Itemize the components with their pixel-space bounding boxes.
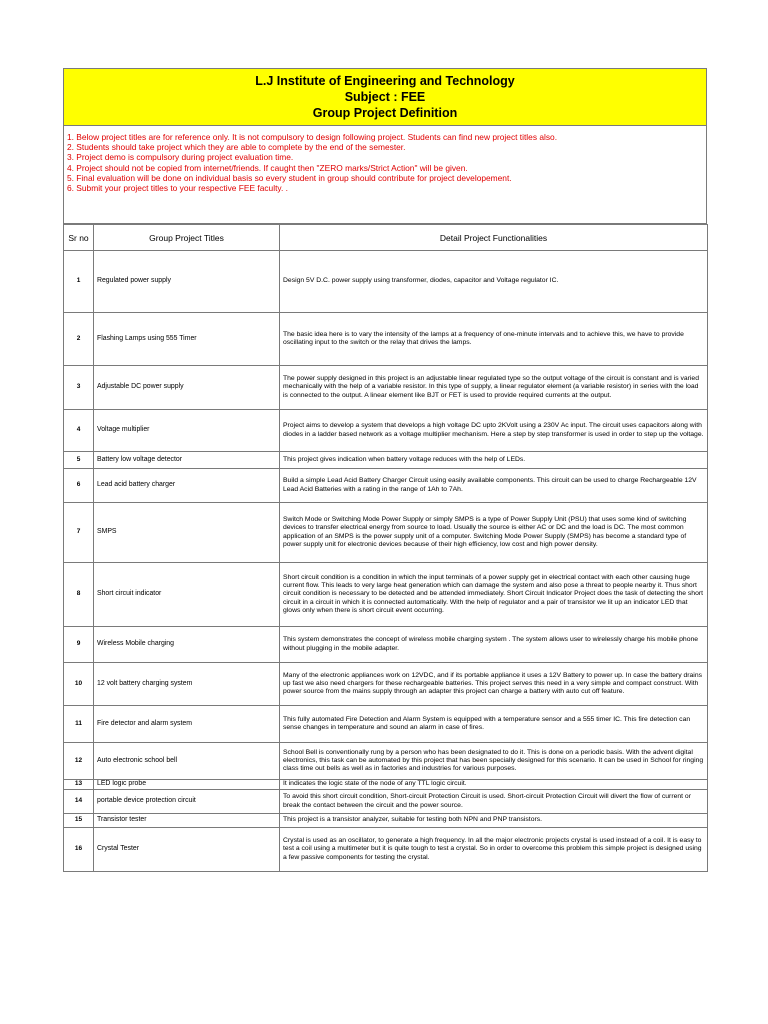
title-cell[interactable]: 12 volt battery charging system: [94, 663, 280, 706]
sr-cell[interactable]: 16: [64, 828, 94, 872]
detail-cell[interactable]: This fully automated Fire Detection and Alarm System is equipped with a temperature sensor and a 555 timer IC. This fire detection can sense changes in temperature and sound an alarm in case of fires.: [280, 706, 708, 743]
detail-cell[interactable]: Project aims to develop a system that develops a high voltage DC upto 2KVolt using a 230V Ac input. The circuit uses capacitors along with diodes in a ladder based network as a voltage multiplier mechanism. Here a step by step transformer is used in order to step up the voltage.: [280, 410, 708, 452]
detail-cell[interactable]: School Bell is conventionally rung by a person who has been designated to do it. This is done on a periodic basis. With the advent digital electronics, this task can be automated by this project that has been specially designed for this scenario. It can be used in School for ringing class time out bells as well as in factories and industries for various purposes.: [280, 743, 708, 780]
detail-cell[interactable]: Build a simple Lead Acid Battery Charger Circuit using easily available components. This circuit can be used to charge Rechargeable 12V Lead Acid Batteries with a rating in the range of 1Ah to 7Ah.: [280, 469, 708, 503]
sr-cell[interactable]: 13: [64, 780, 94, 790]
detail-cell[interactable]: Design 5V D.C. power supply using transformer, diodes, capacitor and Voltage regulator IC.: [280, 251, 708, 313]
title-cell[interactable]: Adjustable DC power supply: [94, 366, 280, 410]
header-banner: [63, 68, 707, 126]
table-row: [64, 313, 708, 366]
detail-cell[interactable]: The basic idea here is to vary the intensity of the lamps at a frequency of one-minute intervals and to achieve this, we have to provide oscillating input to the switch or the relay that drives the lamps.: [280, 313, 708, 366]
title-cell[interactable]: Crystal Tester: [94, 828, 280, 872]
detail-cell[interactable]: Crystal is used as an oscillator, to generate a high frequency. In all the major electronic projects crystal is used instead of a coil. It is easy to test a coil using a multimeter but it is quite tough to test a crystal. So in order to overcome this problem this simple project is designed using a few passive components for testing the crystal.: [280, 828, 708, 872]
table-row: [64, 706, 708, 743]
table-row: [64, 663, 708, 706]
title-cell[interactable]: Wireless Mobile charging: [94, 627, 280, 663]
table-row: [64, 366, 708, 410]
table-row: [64, 828, 708, 872]
detail-cell[interactable]: It indicates the logic state of the node of any TTL logic circuit.: [280, 780, 708, 790]
spreadsheet-sheet: [63, 68, 707, 872]
sr-cell[interactable]: 4: [64, 410, 94, 452]
detail-cell[interactable]: Switch Mode or Switching Mode Power Supply or simply SMPS is a type of Power Supply Unit (PSU) that uses some kind of switching devices to transfer electrical energy from source to load. Usually the source is either AC or DC and the load is DC. The most common application of an SMPS is the power supply unit of a computer. Switching Mode Power Supply (SMPS) has become a standard type of power supply unit for electronic devices because of their high efficiency, low cost and high power density.: [280, 503, 708, 563]
detail-cell[interactable]: Many of the electronic appliances work on 12VDC, and if its portable appliance it uses a 12V Battery to power up. In case the battery drains up fast we also need chargers for these rechargeable batteries. This project serves this need in a very simple and compact construct. With power source from the mains supply through an adapter this project can charge a battery with auto cut off feature.: [280, 663, 708, 706]
sr-cell[interactable]: 11: [64, 706, 94, 743]
title-cell[interactable]: SMPS: [94, 503, 280, 563]
sr-cell[interactable]: 6: [64, 469, 94, 503]
detail-cell[interactable]: The power supply designed in this project is an adjustable linear regulated type so the output voltage of the circuit is constant and is varied mechanically with the help of a variable resistor. In this type of supply, a linear regulator element (a variable resistor) in series with the load is connected to the output. A linear element like BJT or FET is used to provide required currents at the output.: [280, 366, 708, 410]
instruction-item: 3. Project demo is compulsory during project evaluation time.: [67, 152, 294, 163]
sr-cell[interactable]: 7: [64, 503, 94, 563]
instruction-item: 4. Project should not be copied from internet/friends. If caught then "ZERO marks/Strict Action" will be given.: [67, 162, 468, 173]
project-table: [63, 224, 708, 872]
title-cell[interactable]: Short circuit indicator: [94, 563, 280, 627]
sr-cell[interactable]: 1: [64, 251, 94, 313]
sr-cell[interactable]: 5: [64, 452, 94, 469]
instruction-item: 2. Students should take project which they are able to complete by the end of the semester.: [67, 142, 406, 153]
title-cell[interactable]: Lead acid battery charger: [94, 469, 280, 503]
table-row: [64, 469, 708, 503]
table-row: [64, 410, 708, 452]
column-header-detail[interactable]: Detail Project Functionalities: [280, 225, 708, 251]
sr-cell[interactable]: 10: [64, 663, 94, 706]
sr-cell[interactable]: 15: [64, 814, 94, 828]
detail-cell[interactable]: Short circuit condition is a condition in which the input terminals of a power supply get in electrical contact with each other causing huge current flow. This leads to very large heat generation which can damage the system and also pose a threat to people nearby it. Thus short circuit condition is necessary to be detected and be attended immediately. Short Circuit Indicator Project does the task of detecting the short circuit in a circuit in which it is connected automatically. With the help of regulator and a pair of transistor we lit up an indicator LED that glows only when there is short circuit event occurring.: [280, 563, 708, 627]
detail-cell[interactable]: This project is a transistor analyzer, suitable for testing both NPN and PNP transistors.: [280, 814, 708, 828]
instruction-item: 5. Final evaluation will be done on individual basis so every student in group should contribute for project developement.: [67, 172, 512, 183]
detail-cell[interactable]: To avoid this short circuit condition, Short-circuit Protection Circuit is used. Short-circuit Protection Circuit will divert the flow of current or break the contact between the circuit and the power source.: [280, 790, 708, 814]
table-row: [64, 503, 708, 563]
title-cell[interactable]: Fire detector and alarm system: [94, 706, 280, 743]
table-row: [64, 251, 708, 313]
table-row: [64, 743, 708, 780]
title-cell[interactable]: Transistor tester: [94, 814, 280, 828]
title-cell[interactable]: portable device protection circuit: [94, 790, 280, 814]
detail-cell[interactable]: This system demonstrates the concept of wireless mobile charging system . The system allows user to wirelessly charge his mobile phone without plugging in the mobile adapter.: [280, 627, 708, 663]
sr-cell[interactable]: 2: [64, 313, 94, 366]
table-header-row: [64, 225, 708, 251]
title-cell[interactable]: Voltage multiplier: [94, 410, 280, 452]
sr-cell[interactable]: 8: [64, 563, 94, 627]
detail-cell[interactable]: This project gives indication when battery voltage reduces with the help of LEDs.: [280, 452, 708, 469]
sr-cell[interactable]: 14: [64, 790, 94, 814]
title-cell[interactable]: Battery low voltage detector: [94, 452, 280, 469]
table-row: [64, 563, 708, 627]
title-cell[interactable]: Auto electronic school bell: [94, 743, 280, 780]
title-cell[interactable]: LED logic probe: [94, 780, 280, 790]
page-title: Group Project Definition: [312, 106, 458, 120]
title-cell[interactable]: Flashing Lamps using 555 Timer: [94, 313, 280, 366]
sr-cell[interactable]: 9: [64, 627, 94, 663]
table-row: [64, 452, 708, 469]
instructions-block: [63, 126, 707, 224]
subject-title: Subject : FEE: [344, 90, 426, 104]
table-row: [64, 790, 708, 814]
sr-cell[interactable]: 12: [64, 743, 94, 780]
sr-cell[interactable]: 3: [64, 366, 94, 410]
table-row: [64, 814, 708, 828]
column-header-title[interactable]: Group Project Titles: [94, 225, 280, 251]
instruction-item: 6. Submit your project titles to your respective FEE faculty. .: [67, 183, 288, 194]
instruction-item: 1. Below project titles are for reference only. It is not compulsory to design following project. Students can find new project titles also.: [67, 132, 558, 142]
table-row: [64, 627, 708, 663]
title-cell[interactable]: Regulated power supply: [94, 251, 280, 313]
institute-name: L.J Institute of Engineering and Technology: [255, 74, 515, 88]
table-row: [64, 780, 708, 790]
column-header-sr[interactable]: Sr no: [64, 225, 94, 251]
